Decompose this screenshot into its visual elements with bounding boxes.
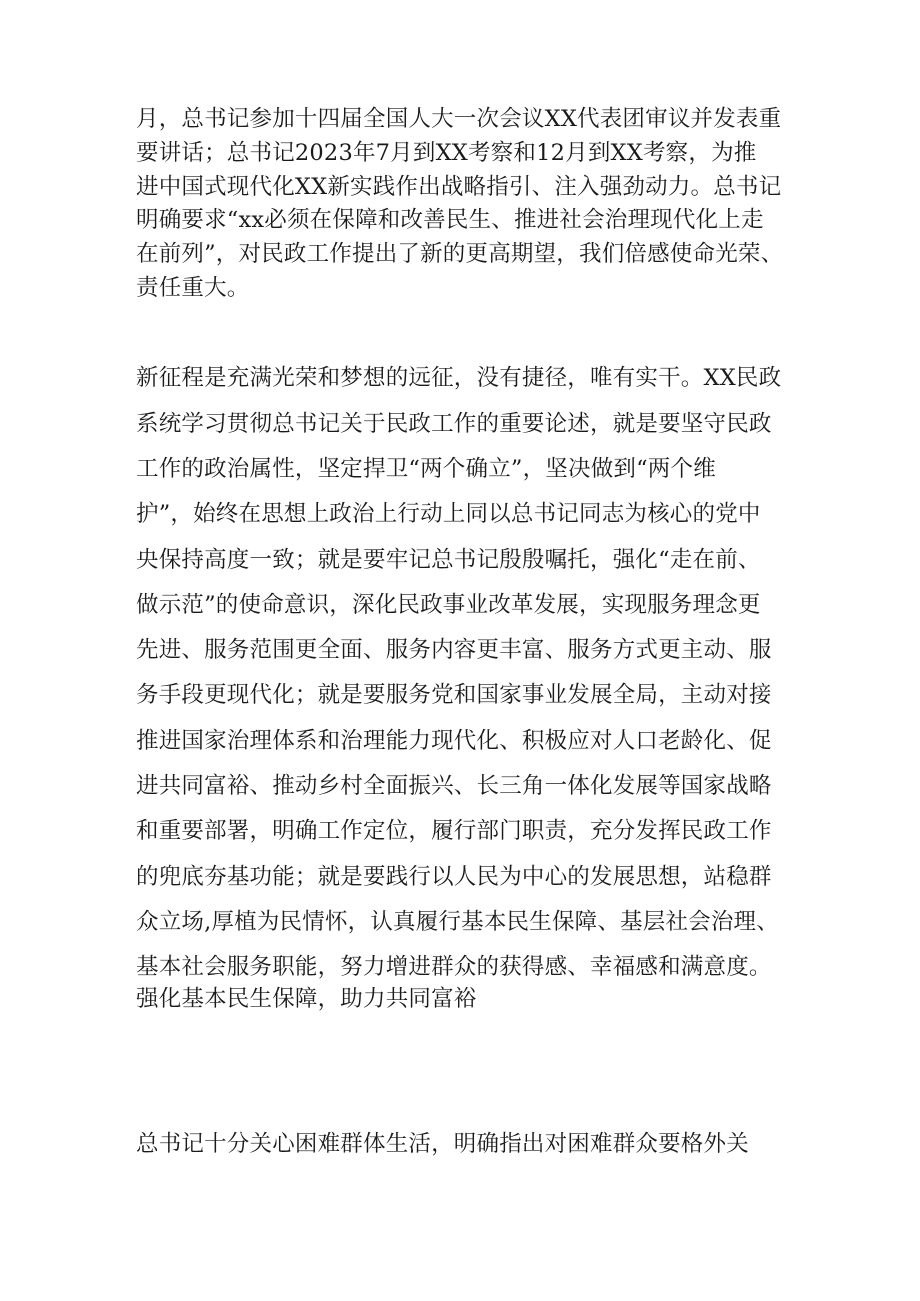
- paragraph-1-line: 在前列”，对民政工作提出了新的更高期望，我们倍感使命光荣、: [136, 241, 784, 267]
- paragraph-3-line: 总书记十分关心困难群体生活，明确指出对困难群众要格外关: [136, 1131, 749, 1157]
- paragraph-2-line: 基本社会服务职能，努力增进群众的获得感、幸福感和满意度。: [136, 954, 772, 980]
- paragraph-2-line: 众立场,厚植为民情怀，认真履行基本民生保障、基层社会治理、: [136, 909, 779, 935]
- paragraph-2-line: 护”，始终在思想上政治上行动上同以总书记同志为核心的党中: [136, 501, 761, 527]
- paragraph-2-line: 做示范”的使命意识，深化民政事业改革发展，实现服务理念更: [136, 592, 761, 618]
- section-heading: 强化基本民生保障，助力共同富裕: [136, 986, 477, 1012]
- paragraph-2-line: 工作的政治属性，坚定捍卫“两个确立”，坚决做到“两个维: [136, 456, 716, 482]
- paragraph-2-line: 新征程是充满光荣和梦想的远征，没有捷径，唯有实干。XX民政: [136, 365, 782, 391]
- paragraph-2-line: 先进、服务范围更全面、服务内容更丰富、服务方式更主动、服: [136, 637, 772, 663]
- paragraph-2-line: 央保持高度一致；就是要牢记总书记殷殷嘱托，强化“走在前、: [136, 547, 761, 573]
- paragraph-1-line: 进中国式现代化XX新实践作出战略指引、注入强劲动力。总书记: [136, 174, 782, 200]
- paragraph-1-line: 月，总书记参加十四届全国人大一次会议XX代表团审议并发表重: [136, 106, 782, 132]
- paragraph-2-line: 推进国家治理体系和治理能力现代化、积极应对人口老龄化、促: [136, 728, 772, 754]
- paragraph-1-line: 责任重大。: [136, 275, 250, 301]
- paragraph-2-line: 的兜底夯基功能；就是要践行以人民为中心的发展思想，站稳群: [136, 864, 772, 890]
- paragraph-2-line: 进共同富裕、推动乡村全面振兴、长三角一体化发展等国家战略: [136, 773, 772, 799]
- paragraph-1-line: 明确要求“xx必须在保障和改善民生、推进社会治理现代化上走: [136, 207, 764, 233]
- paragraph-2-line: 务手段更现代化；就是要服务党和国家事业发展全局，主动对接: [136, 682, 772, 708]
- paragraph-2-line: 和重要部署，明确工作定位，履行部门职责，充分发挥民政工作: [136, 818, 772, 844]
- paragraph-1-line: 要讲话；总书记2023年7月到XX考察和12月到XX考察，为推: [136, 140, 757, 166]
- paragraph-2-line: 系统学习贯彻总书记关于民政工作的重要论述，就是要坚守民政: [136, 411, 772, 437]
